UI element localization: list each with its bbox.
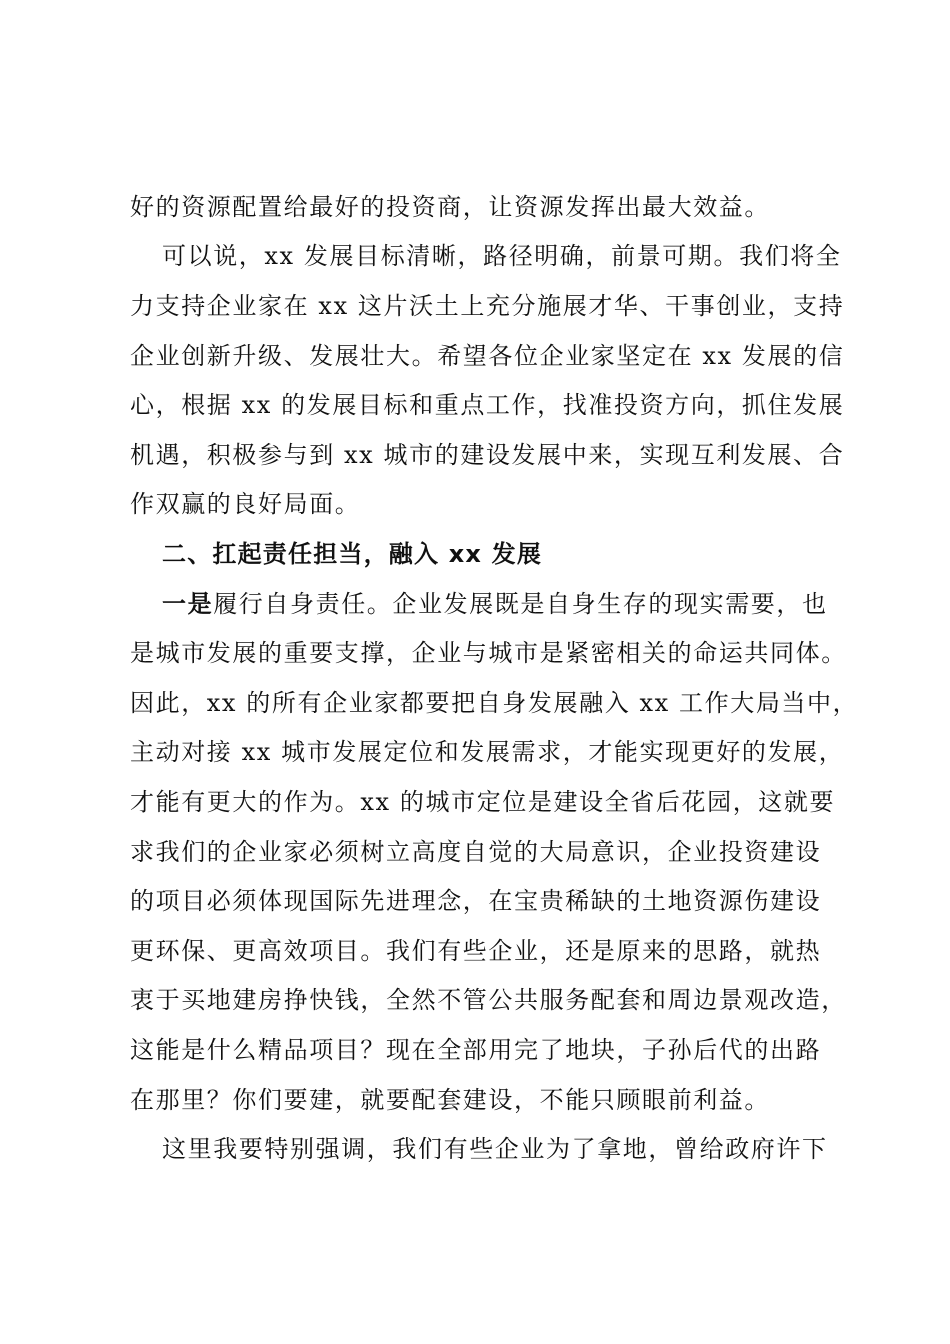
text-line: 衷于买地建房挣快钱，全然不管公共服务配套和周边景观改造， — [130, 986, 847, 1014]
text-line: 企业创新升级、发展壮大。希望各位企业家坚定在 xx 发展的信 — [130, 342, 845, 370]
paragraph-start-line: 可以说，xx 发展目标清晰，路径明确，前景可期。我们将全 — [162, 242, 842, 270]
paragraph-start-line — [162, 588, 862, 620]
text-line: 在那里？你们要建，就要配套建设，不能只顾眼前利益。 — [130, 1086, 770, 1114]
text-line: 力支持企业家在 xx 这片沃土上充分施展才华、干事创业，支持 — [130, 292, 845, 320]
text-line: 是城市发展的重要支撑，企业与城市是紧密相关的命运共同体。 — [130, 639, 847, 667]
text-line: 这能是什么精品项目？现在全部用完了地块，子孙后代的出路 — [130, 1036, 822, 1064]
text-line: 的项目必须体现国际先进理念，在宝贵稀缺的土地资源伤建设 — [130, 887, 822, 915]
text-line: 作双赢的良好局面。 — [130, 490, 361, 518]
paragraph-start-line: 这里我要特别强调，我们有些企业为了拿地，曾给政府许下 — [162, 1135, 828, 1163]
lead-bold-text: 一是 — [162, 590, 214, 618]
text-line: 才能有更大的作为。xx 的城市定位是建设全省后花园，这就要 — [130, 788, 836, 816]
text-line: 机遇，积极参与到 xx 城市的建设发展中来，实现互利发展、合 — [130, 441, 845, 469]
lead-line-text: 履行自身责任。企业发展既是自身生存的现实需要，也 — [213, 590, 828, 618]
text-line: 求我们的企业家必须树立高度自觉的大局意识，企业投资建设 — [130, 838, 822, 866]
text-line: 主动对接 xx 城市发展定位和发展需求，才能实现更好的发展， — [130, 738, 845, 766]
section-heading: 二、扛起责任担当，融入 xx 发展 — [162, 540, 543, 568]
text-line: 心，根据 xx 的发展目标和重点工作，找准投资方向，抓住发展 — [130, 391, 845, 419]
text-line: 好的资源配置给最好的投资商，让资源发挥出最大效益。 — [130, 193, 770, 221]
text-line: 因此，xx 的所有企业家都要把自身发展融入 xx 工作大局当中， — [130, 689, 859, 717]
text-line: 更环保、更高效项目。我们有些企业，还是原来的思路，就热 — [130, 937, 822, 965]
